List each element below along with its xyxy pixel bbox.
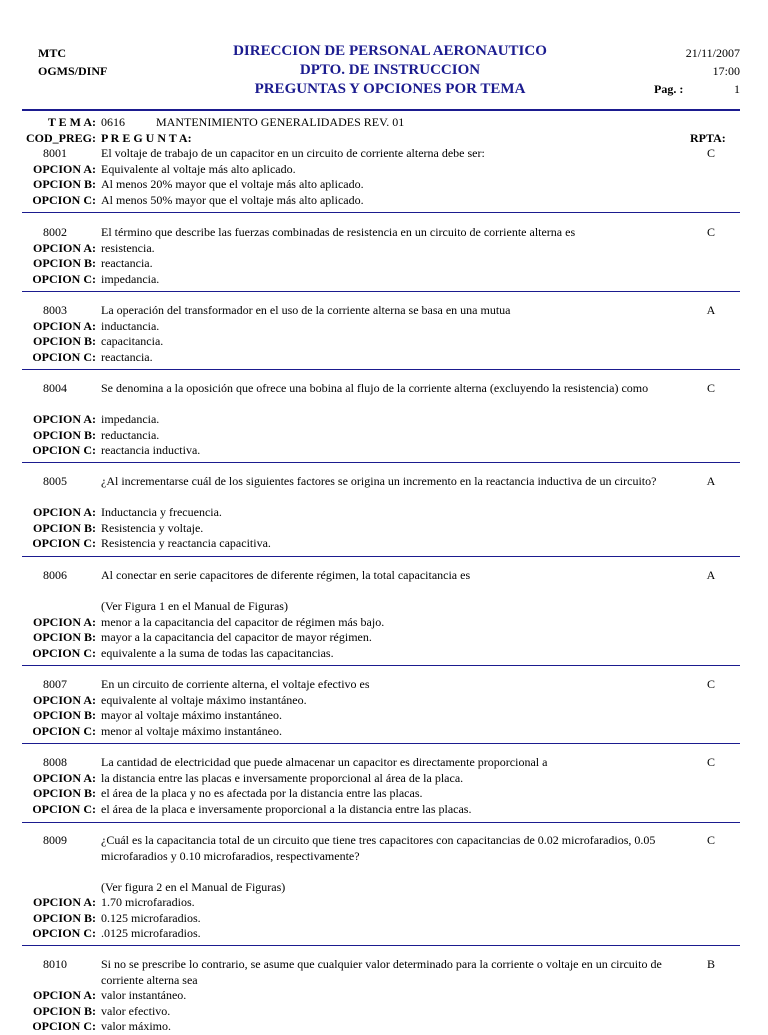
question-divider xyxy=(22,665,740,666)
option-b-text: reductancia. xyxy=(101,427,160,442)
figure-reference: (Ver figura 2 en el Manual de Figuras) xyxy=(101,879,286,894)
question-text: Al conectar en serie capacitores de diferente régimen, la total capacitancia es xyxy=(101,568,471,582)
option-b-label: OPCION B: xyxy=(33,177,96,191)
option-a-text: menor a la capacitancia del capacitor de régimen más bajo. xyxy=(101,614,385,629)
answer-key: B xyxy=(706,957,715,971)
question-text: Si no se prescribe lo contrario, se asume que cualquier valor determinado para la corriente o voltaje en un circuito de corriente alterna sea xyxy=(101,957,662,987)
option-b-text: 0.125 microfaradios. xyxy=(101,910,201,925)
option-a-text: 1.70 microfaradios. xyxy=(101,895,195,909)
option-b-label: OPCION B: xyxy=(33,786,96,800)
option-a-label: OPCION A: xyxy=(33,988,96,1002)
option-c-text: valor máximo. xyxy=(101,1019,171,1033)
answer-key: C xyxy=(706,381,715,395)
option-b-text: mayor al voltaje máximo instantáneo. xyxy=(101,708,282,722)
option-a-label: OPCION A: xyxy=(33,505,96,519)
question-text: Se denomina a la oposición que ofrece una bobina al flujo de la corriente alterna (excluyendo la resistencia) como xyxy=(101,381,649,395)
option-c-text: equivalente a la suma de todas las capacitancias. xyxy=(101,645,334,660)
option-b-label: OPCION B: xyxy=(33,334,96,348)
option-a-text: valor instantáneo. xyxy=(101,988,187,1002)
tema-name: MANTENIMIENTO GENERALIDADES REV. 01 xyxy=(156,115,405,129)
option-c-label: OPCION C: xyxy=(32,349,96,364)
option-b-text: Resistencia y voltaje. xyxy=(101,520,204,535)
question-divider xyxy=(22,462,740,463)
page-number: 1 xyxy=(734,82,740,96)
tema-label: T E M A: xyxy=(47,115,96,129)
option-a-label: OPCION A: xyxy=(33,412,96,426)
question-code: 8003 xyxy=(43,303,67,317)
question-code: 8004 xyxy=(43,381,67,395)
option-c-label: OPCION C: xyxy=(32,536,96,550)
pregunta-label: P R E G U N T A: xyxy=(101,131,192,145)
question-code: 8001 xyxy=(43,146,67,160)
option-b-label: OPCION B: xyxy=(33,910,96,925)
page-label: Pag. : xyxy=(654,82,684,96)
org-line-2: OGMS/DINF xyxy=(38,64,108,78)
question-divider xyxy=(22,822,740,823)
option-c-label: OPCION C: xyxy=(32,926,96,940)
print-date: 21/11/2007 xyxy=(685,46,740,60)
print-time: 17:00 xyxy=(712,64,740,78)
option-a-text: Inductancia y frecuencia. xyxy=(101,505,222,519)
option-b-label: OPCION B: xyxy=(33,427,96,442)
tema-code: 0616 xyxy=(101,115,125,129)
question-text: El término que describe las fuerzas combinadas de resistencia en un circuito de corriente alterna es xyxy=(101,225,576,239)
option-b-text: reactancia. xyxy=(101,256,153,270)
question-text: ¿Cuál es la capacitancia total de un circuito que tiene tres capacitores con capacitancias de 0.02 microfaradios, 0.05 microfaradios y 0.10 microfaradios, respectivamente? xyxy=(101,833,656,863)
answer-key: C xyxy=(706,755,715,769)
question-code: 8010 xyxy=(43,957,67,971)
answer-key: C xyxy=(706,225,715,239)
option-a-text: resistencia. xyxy=(101,240,155,255)
question-text: En un circuito de corriente alterna, el voltaje efectivo es xyxy=(101,677,370,691)
question-text: El voltaje de trabajo de un capacitor en un circuito de corriente alterna debe ser: xyxy=(101,146,485,160)
answer-key: A xyxy=(706,568,716,582)
option-a-text: equivalente al voltaje máximo instantáneo. xyxy=(101,692,307,707)
option-b-text: capacitancia. xyxy=(101,334,164,348)
option-c-text: menor al voltaje máximo instantáneo. xyxy=(101,723,282,738)
question-text: La cantidad de electricidad que puede almacenar un capacitor es directamente proporcional a xyxy=(101,755,548,769)
option-a-text: la distancia entre las placas e inversamente proporcional al área de la placa. xyxy=(101,770,464,785)
date-time-block xyxy=(686,44,740,80)
title-line-1: DIRECCION DE PERSONAL AERONAUTICO xyxy=(233,43,547,59)
answer-key: A xyxy=(706,474,716,488)
answer-key: C xyxy=(706,146,715,160)
option-b-text: Al menos 20% mayor que el voltaje más alto aplicado. xyxy=(101,177,364,191)
question-divider xyxy=(22,212,740,213)
option-b-text: mayor a la capacitancia del capacitor de mayor régimen. xyxy=(101,630,372,644)
answer-key: A xyxy=(706,303,716,317)
title-line-2: DPTO. DE INSTRUCCION xyxy=(299,62,481,78)
question-code: 8008 xyxy=(43,755,67,769)
option-a-label: OPCION A: xyxy=(33,895,96,909)
option-b-text: el área de la placa y no es afectada por la distancia entre las placas. xyxy=(101,786,423,800)
option-b-label: OPCION B: xyxy=(33,256,96,270)
option-b-label: OPCION B: xyxy=(33,630,96,644)
option-a-label: OPCION A: xyxy=(33,161,96,176)
answer-key: C xyxy=(706,833,715,847)
question-code: 8006 xyxy=(43,568,67,582)
org-block xyxy=(38,44,107,80)
option-c-text: reactancia inductiva. xyxy=(101,443,201,457)
option-a-text: impedancia. xyxy=(101,412,160,426)
option-a-label: OPCION A: xyxy=(33,770,96,785)
answer-key: C xyxy=(706,677,715,691)
option-c-label: OPCION C: xyxy=(32,723,96,738)
question-divider xyxy=(22,743,740,744)
question-code: 8007 xyxy=(43,677,67,691)
option-c-label: OPCION C: xyxy=(32,801,96,816)
option-a-label: OPCION A: xyxy=(33,614,96,629)
question-text: La operación del transformador en el uso de la corriente alterna se basa en una mutua xyxy=(101,303,511,317)
option-b-label: OPCION B: xyxy=(33,520,96,535)
cod-preg-label: COD_PREG: xyxy=(26,131,96,145)
title-line-3: PREGUNTAS Y OPCIONES POR TEMA xyxy=(254,81,526,97)
option-c-text: .0125 microfaradios. xyxy=(101,926,201,940)
option-b-label: OPCION B: xyxy=(33,708,96,722)
option-a-text: Equivalente al voltaje más alto aplicado. xyxy=(101,161,296,176)
option-b-label: OPCION B: xyxy=(33,1003,96,1018)
header-divider xyxy=(22,109,740,111)
rpta-label: RPTA: xyxy=(690,131,726,145)
question-divider xyxy=(22,945,740,946)
figure-reference: (Ver Figura 1 en el Manual de Figuras) xyxy=(101,599,288,613)
option-c-label: OPCION C: xyxy=(32,192,96,207)
option-c-text: reactancia. xyxy=(101,349,153,364)
option-c-text: Resistencia y reactancia capacitiva. xyxy=(101,536,271,550)
question-text: ¿Al incrementarse cuál de los siguientes factores se origina un incremento en la reactancia inductiva de un circuito? xyxy=(101,474,657,488)
option-a-text: inductancia. xyxy=(101,318,160,333)
option-a-label: OPCION A: xyxy=(33,318,96,333)
option-b-text: valor efectivo. xyxy=(101,1003,171,1018)
option-c-label: OPCION C: xyxy=(32,443,96,457)
question-divider xyxy=(22,556,740,557)
question-divider xyxy=(22,369,740,370)
document-title xyxy=(180,42,600,99)
question-code: 8009 xyxy=(43,833,67,847)
option-c-text: el área de la placa e inversamente proporcional a la distancia entre las placas. xyxy=(101,801,472,816)
option-c-label: OPCION C: xyxy=(32,271,96,286)
option-c-label: OPCION C: xyxy=(32,1019,96,1033)
question-code: 8002 xyxy=(43,225,67,239)
org-line-1: MTC xyxy=(38,46,66,60)
option-a-label: OPCION A: xyxy=(33,240,96,255)
option-c-text: Al menos 50% mayor que el voltaje más alto aplicado. xyxy=(101,192,364,207)
option-c-text: impedancia. xyxy=(101,271,160,286)
option-c-label: OPCION C: xyxy=(32,645,96,660)
option-a-label: OPCION A: xyxy=(33,692,96,707)
question-divider xyxy=(22,291,740,292)
question-code: 8005 xyxy=(43,474,67,488)
